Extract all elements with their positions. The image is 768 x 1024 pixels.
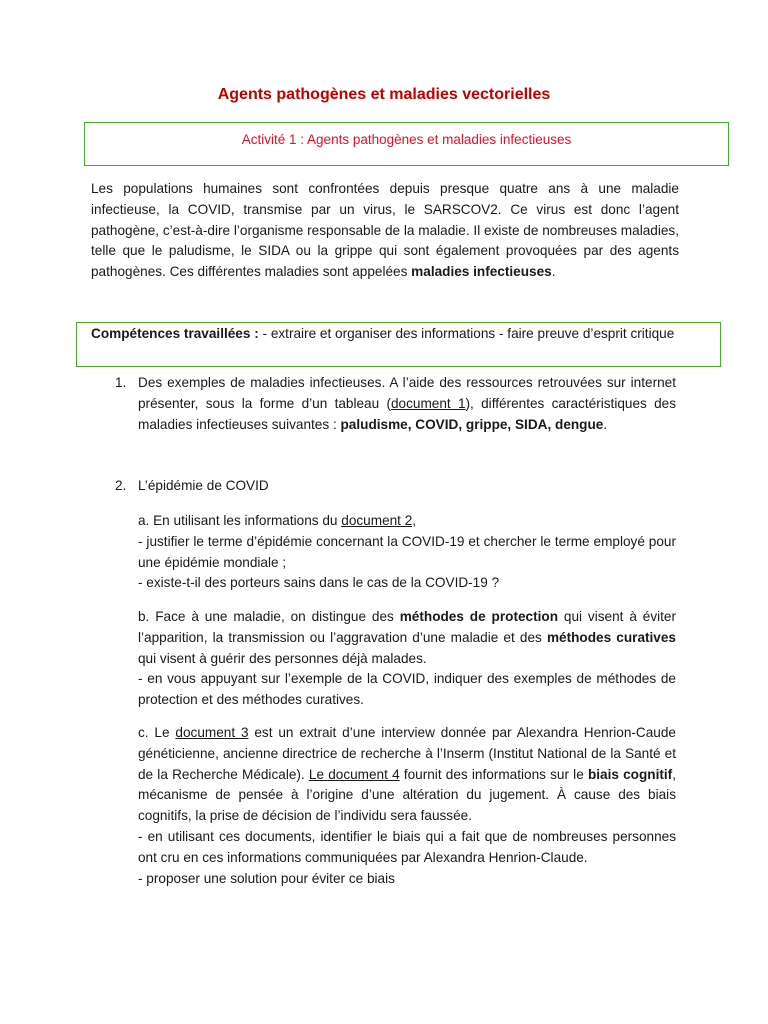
question-1-text-a: Des exemples de maladies infectieuses. A l’aide des ressources retrouvées sur internet présenter, sous la forme d’un tableau ( xyxy=(138,375,676,411)
cognitive-bias: biais cognitif xyxy=(587,766,673,782)
question-2-number: 2. xyxy=(115,478,127,493)
question-2b-intro xyxy=(138,607,676,669)
intro-text: Les populations humaines sont confrontées depuis presque quatre ans à une maladie infectieuse, la COVID, transmise par un virus, le SARSCOV2. Ce virus est donc l’agent pathogène, c’est-à-dire l’organisme responsable de la maladie. Il existe de nombreuses maladies, telle que le paludisme, le SIDA ou la grippe qui sont également provoquées par des agents pathogènes. Ces différentes maladies sont appelées xyxy=(91,181,679,280)
document-2-link: document 2, xyxy=(341,513,417,528)
question-2b-text-3: qui visent à guérir des personnes déjà malades. xyxy=(138,650,427,666)
protection-methods: méthodes de protection xyxy=(399,609,559,624)
page-title: Agents pathogènes et maladies vectorielles xyxy=(217,86,551,103)
question-2c-line-1: - en utilisant ces documents, identifier le biais qui a fait que de nombreuses personnes ont cru en ces informations communiquées par Alexandra Henrion-Claude. xyxy=(138,828,676,865)
question-2a xyxy=(138,511,676,594)
question-2c-text-3: fournit des informations sur le xyxy=(399,766,588,782)
question-2-text: L’épidémie de COVID xyxy=(138,478,269,493)
question-2 xyxy=(115,476,676,497)
skills-label: Compétences travaillées : xyxy=(91,326,259,341)
question-1 xyxy=(115,373,676,435)
question-1-text-b: ), différentes caractéristiques des maladies infectieuses suivantes : xyxy=(138,395,677,432)
document-4-link: Le document 4 xyxy=(308,766,400,782)
question-2b-text-2: qui visent à éviter l’apparition, la transmission ou l’aggravation d’une maladie et des xyxy=(138,609,677,645)
disease-list: paludisme, COVID, grippe, SIDA, dengue xyxy=(340,416,604,432)
question-2a-intro-text: a. En utilisant les informations du xyxy=(138,513,342,528)
question-2c-text-1: c. Le xyxy=(138,725,176,740)
intro-paragraph xyxy=(91,179,679,283)
intro-keyword: maladies infectieuses xyxy=(411,264,552,280)
question-2b-line: - en vous appuyant sur l’exemple de la COVID, indiquer des exemples de méthodes de protection et des méthodes curatives. xyxy=(138,671,676,708)
document-1-link: document 1 xyxy=(390,395,466,411)
document-3-link: document 3 xyxy=(175,725,249,740)
question-1-end: . xyxy=(603,416,608,432)
question-2b xyxy=(138,607,676,711)
activity-title: Activité 1 : Agents pathogènes et maladies infectieuses xyxy=(241,132,572,147)
question-2a-line-2: - existe-t-il des porteurs sains dans le cas de la COVID-19 ? xyxy=(138,575,500,591)
question-2b-text-1: b. Face à une maladie, on distingue des xyxy=(138,609,400,624)
question-1-number: 1. xyxy=(115,375,127,390)
intro-end: . xyxy=(551,264,556,280)
question-1-text xyxy=(138,373,676,435)
curative-methods: méthodes curatives xyxy=(546,629,676,645)
question-2c-intro xyxy=(138,723,676,827)
question-2a-intro xyxy=(138,511,676,532)
question-2c-text-4: , mécanisme de pensée à l’origine d’une altération du jugement. À cause des biais cognitifs, la prise de décision de l’individu sera faussée. xyxy=(138,766,676,824)
question-2a-line-1: - justifier le terme d’épidémie concernant la COVID-19 et chercher le terme employé pour une épidémie mondiale ; xyxy=(138,533,676,570)
skills-text: - extraire et organiser des informations - faire preuve d’esprit critique xyxy=(258,326,675,341)
activity-box xyxy=(84,122,729,166)
question-2c-line-2: - proposer une solution pour éviter ce biais xyxy=(138,870,395,886)
skills-box xyxy=(76,322,721,367)
question-2c-text-2: est un extrait d’une interview donnée par Alexandra Henrion-Caude généticienne, ancienne directrice de recherche à l’Inserm (Institut National de la Santé et de la Recherche Médicale). xyxy=(138,725,676,782)
question-2c xyxy=(138,723,676,889)
